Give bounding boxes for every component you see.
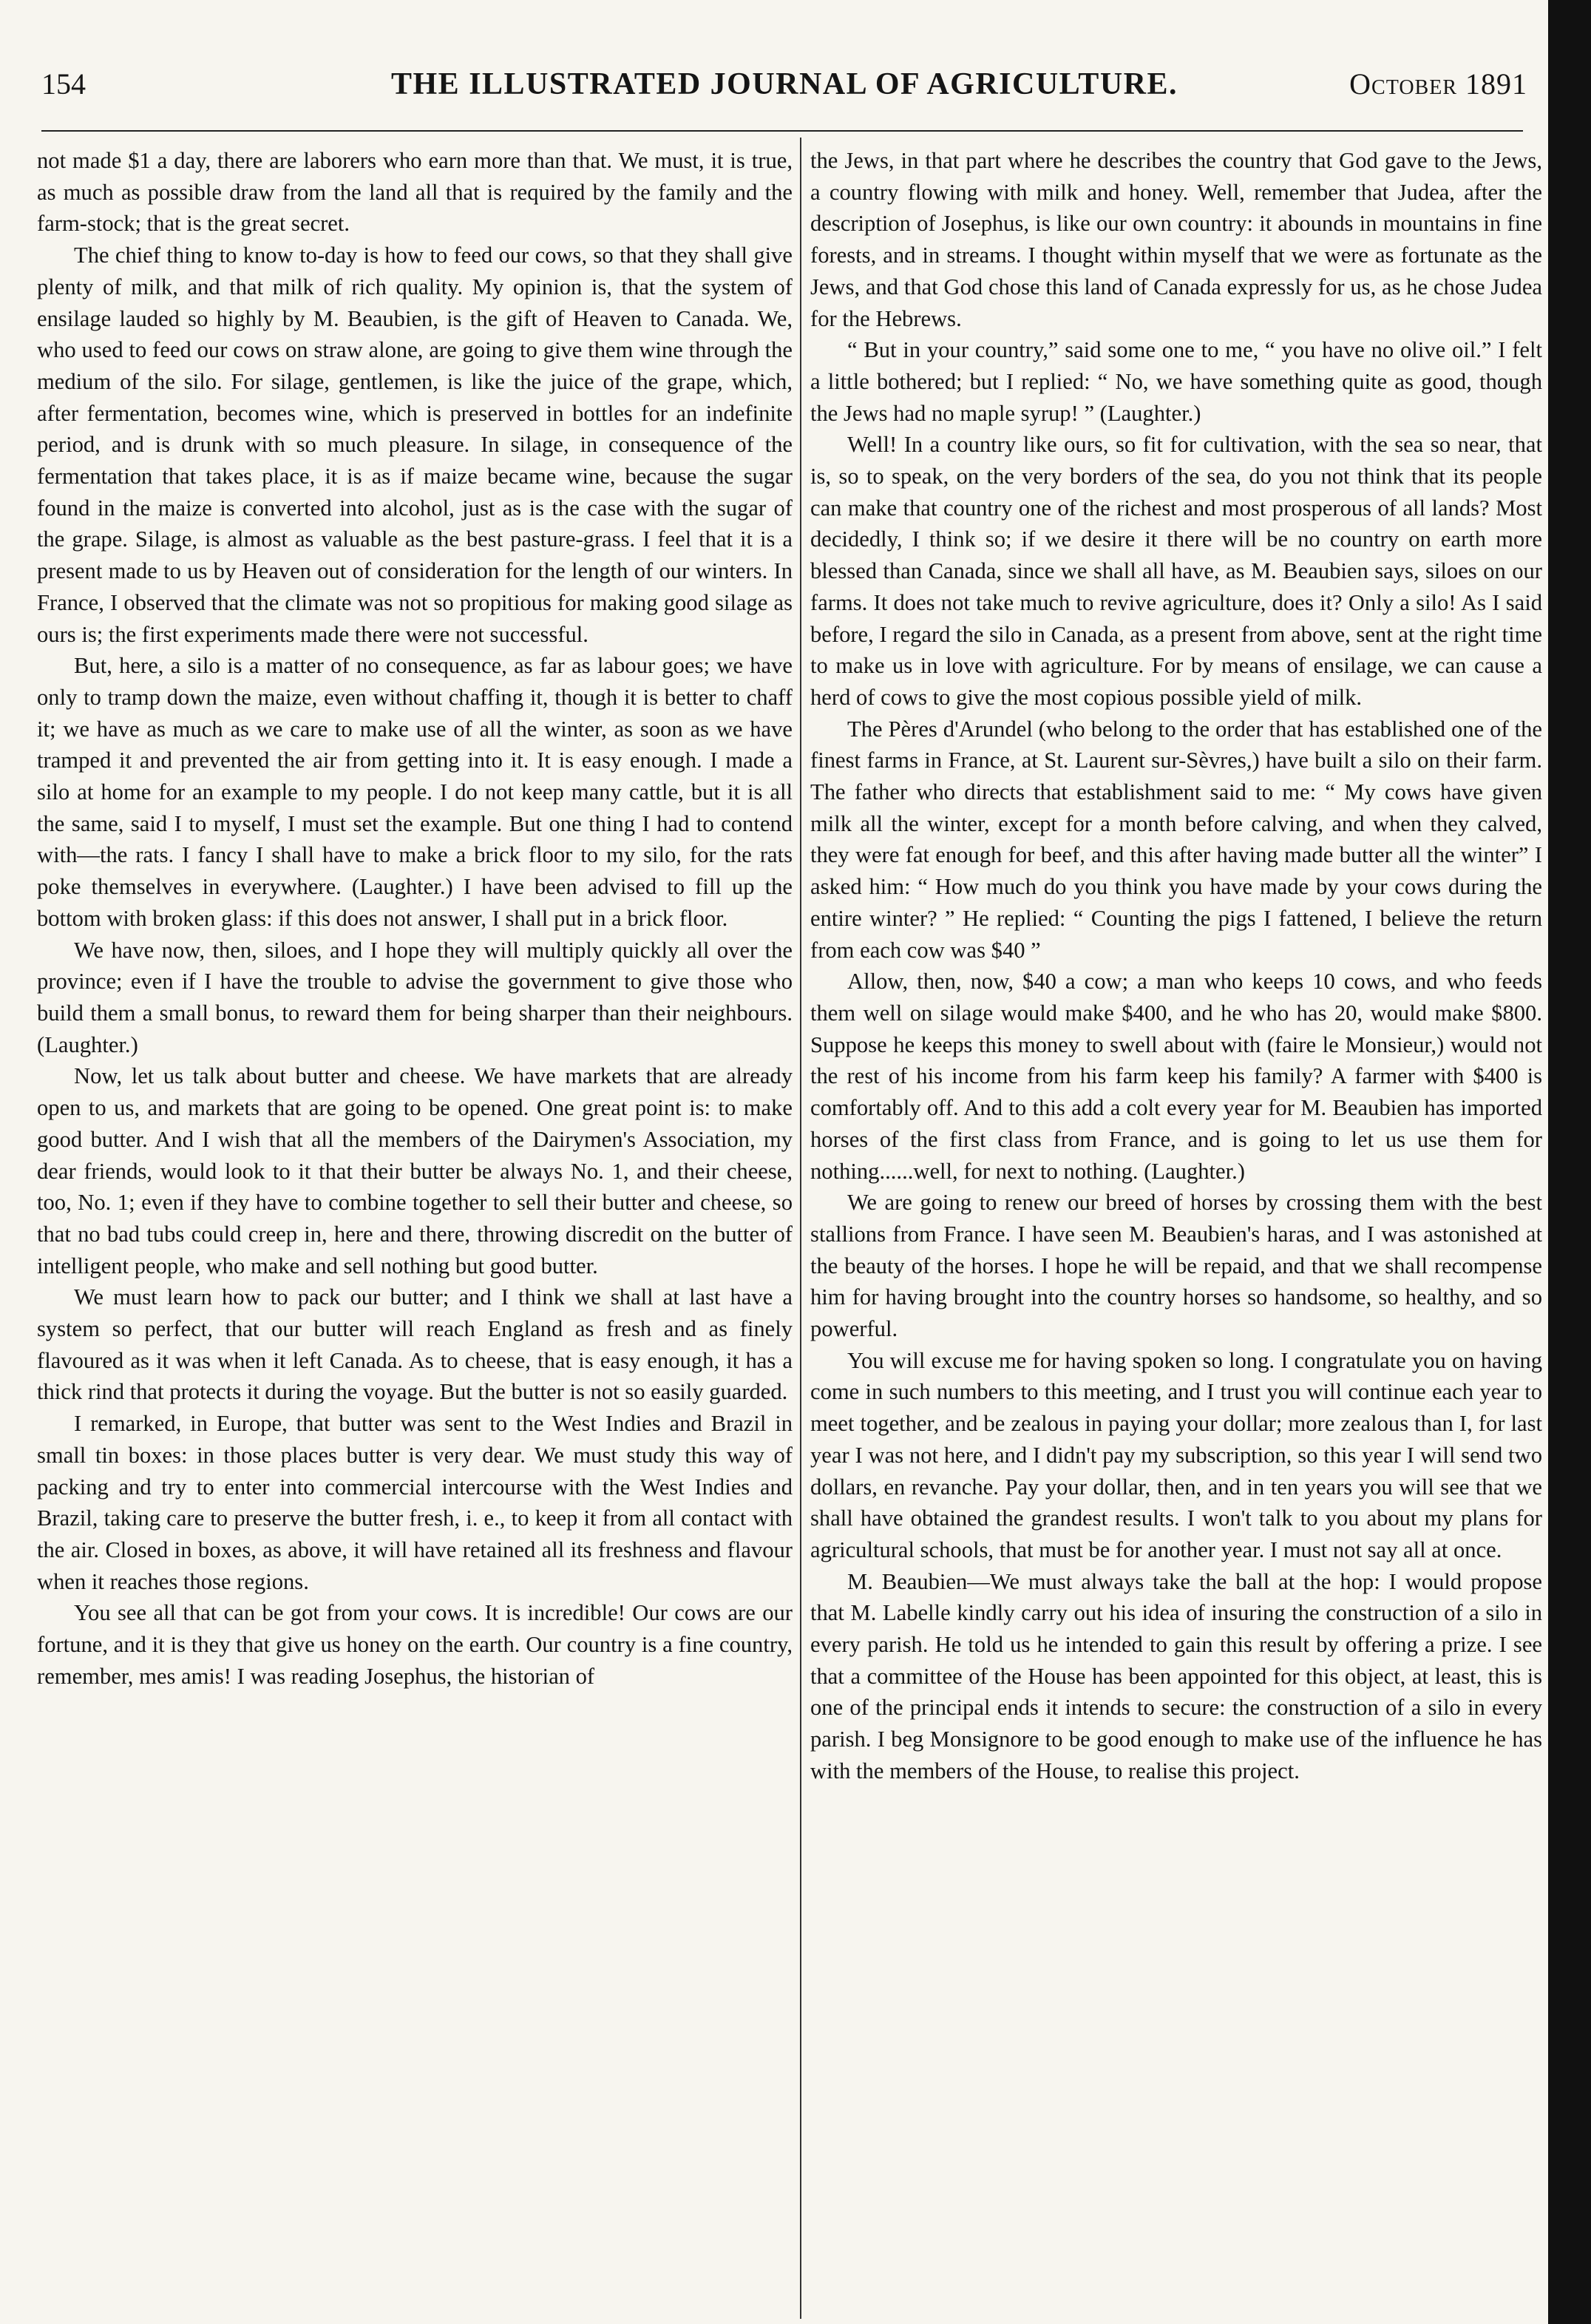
paragraph: Well! In a country like ours, so fit for cultivation, with the sea so near, that is, so to speak, on the very borders of the sea, do you not think that its people can make that country one of the richest and most prosperous of all lands? Most decidedly, I think so; if we desire it there will be no country on earth more blessed than Canada, since we shall all have, as M. Beaubien says, siloes on our farms. It does not take much to revive agriculture, does it? Only a silo! As I said before, I regard the silo in Canada, as a present from above, sent at the right time to make us in love with agriculture. For by means of ensilage, we can cause a herd of cows to give the most copious possible yield of milk. bbox=[810, 432, 1542, 710]
paragraph: The chief thing to know to-day is how to feed our cows, so that they shall give plenty of milk, and that milk of rich quality. My opinion is, that the system of ensilage lauded so highly by M. Beaubien, is the gift of Heaven to Canada. We, who used to feed our cows on straw alone, are going to give them wine through the medium of the silo. For silage, gentlemen, is like the juice of the grape, which, after fermentation, becomes wine, which is preserved in bottles for an indefinite period, and is drunk with so much pleasure. In silage, in consequence of the fermentation that takes place, it is as if maize became wine, because the sugar found in the maize is converted into alcohol, just as is the case with the sugar of the grape. Silage, is almost as valuable as the best pasture-grass. I feel that it is a present made to us by Heaven out of consideration for the length of our winters. In France, I observed that the climate was not so propitious for making good silage as ours is; the first experiments made there were not successful. bbox=[37, 243, 793, 647]
paragraph: not made $1 a day, there are laborers who earn more than that. We must, it is true, as much as possible draw from the land all that is required by the family and the farm-stock; that is the great secret. bbox=[37, 148, 793, 237]
paragraph: You will excuse me for having spoken so long. I congratulate you on having come in such numbers to this meeting, and I trust you will continue each year to meet together, and be zealous in paying your dollar; more zealous than I, for last year I was not here, and I didn't pay my subscription, so this year I will send two dollars, en revanche. Pay your dollar, then, and in ten years you will see that we shall have obtained the grandest results. I won't talk to you about my plans for agricultural schools, that must be for another year. I must not say all at once. bbox=[810, 1347, 1542, 1562]
paragraph: The Pères d'Arundel (who belong to the order that has established one of the finest farms in France, at St. Laurent sur-Sèvres,) have built a silo on their farm. The father who directs that establishment said to me: “ My cows have given milk all the winter, except for a month before calving, and when they calved, they were fat enough for beef, and this after having made butter all the winter” I asked him: “ How much do you think you have made by your cows during the entire winter? ” He replied: “ Counting the pigs I fattened, I believe the return from each cow was $40 ” bbox=[810, 716, 1542, 963]
left-column bbox=[37, 145, 793, 2311]
paragraph: “ But in your country,” said some one to me, “ you have no olive oil.” I felt a little bothered; but I replied: “ No, we have something quite as good, though the Jews had no maple syrup! ” (Laughter.) bbox=[810, 337, 1542, 426]
column-divider bbox=[800, 138, 801, 2319]
page-number: 154 bbox=[41, 67, 86, 101]
header-rule bbox=[41, 130, 1523, 132]
paragraph: M. Beaubien—We must always take the ball at the hop: I would propose that M. Labelle kindly carry out his idea of insuring the construction of a silo in every parish. He told us he intended to gain this result by offering a prize. I see that a committee of the House has been appointed for this object, at least, this is one of the principal ends it intends to secure: the construction of a silo in every parish. I beg Monsignore to be good enough to make use of the influence he has with the members of the House, to realise this project. bbox=[810, 1568, 1542, 1783]
paragraph: But, here, a silo is a matter of no consequence, as far as labour goes; we have only to tramp down the maize, even without chaffing it, though it is better to chaff it; we have as much as we care to make use of all the winter, as soon as we have tramped it and prevented the air from getting into it. It is easy enough. I made a silo at home for an example to my people. I do not keep many cattle, but it is all the same, said I to myself, I must set the example. But one thing I had to contend with—the rats. I fancy I shall have to make a brick floor to my silo, for the rats poke themselves in everywhere. (Laughter.) I have been advised to fill up the bottom with broken glass: if this does not answer, I shall put in a brick floor. bbox=[37, 653, 793, 931]
paragraph: I remarked, in Europe, that butter was sent to the West Indies and Brazil in small tin boxes: in those places butter is very dear. We must study this way of packing and try to enter into commercial intercourse with the West Indies and Brazil, taking care to preserve the butter fresh, i. e., to keep it from all contact with the air. Closed in boxes, as above, it will have retained all its freshness and flavour when it reaches those regions. bbox=[37, 1411, 793, 1594]
right-column bbox=[810, 145, 1542, 2311]
journal-title: THE ILLUSTRATED JOURNAL OF AGRICULTURE. bbox=[391, 67, 1178, 101]
issue-date: October 1891 bbox=[1349, 67, 1527, 101]
paragraph: You see all that can be got from your cows. It is incredible! Our cows are our fortune, and it is they that give us honey on the earth. Our country is a fine country, remember, mes amis! I was reading Josephus, the historian of bbox=[37, 1600, 793, 1689]
paragraph: Allow, then, now, $40 a cow; a man who keeps 10 cows, and who feeds them well on silage would make $400, and he who has 20, would make $800. Suppose he keeps this money to swell about with (faire le Monsieur,) would not the rest of his income from his farm keep his family? A farmer with $400 is comfortably off. And to this add a colt every year for M. Beaubien has imported horses of the first class from France, and is going to let us use them for nothing......well, for next to nothing. (Laughter.) bbox=[810, 969, 1542, 1184]
paragraph: We must learn how to pack our butter; and I think we shall at last have a system so perfect, that our butter will reach England as fresh and as finely flavoured as it was when it left Canada. As to cheese, that is easy enough, it has a thick rind that protects it during the voyage. But the butter is not so easily guarded. bbox=[37, 1284, 793, 1405]
paragraph: We have now, then, siloes, and I hope they will multiply quickly all over the province; even if I have the trouble to advise the government to give those who build them a small bonus, to reward them for being sharper than their neighbours. (Laughter.) bbox=[37, 937, 793, 1057]
paragraph: We are going to renew our breed of horses by crossing them with the best stallions from France. I have seen M. Beaubien's haras, and I was astonished at the beauty of the horses. I hope he will be repaid, and that we shall recompense him for having brought into the country horses so handsome, so healthy, and so powerful. bbox=[810, 1190, 1542, 1342]
scan-edge-shadow bbox=[1548, 0, 1591, 2324]
paragraph: the Jews, in that part where he describes the country that God gave to the Jews, a country flowing with milk and honey. Well, remember that Judea, after the description of Josephus, is like our own country: it abounds in mountains in fine forests, and in streams. I thought within myself that we were as fortunate as the Jews, and that God chose this land of Canada expressly for us, as he chose Judea for the Hebrews. bbox=[810, 148, 1542, 331]
page-header bbox=[41, 64, 1527, 105]
paragraph: Now, let us talk about butter and cheese. We have markets that are already open to us, and markets that are going to be opened. One great point is: to make good butter. And I wish that all the members of the Dairymen's Association, my dear friends, would look to it that their butter be always No. 1, and their cheese, too, No. 1; even if they have to combine together to sell their butter and cheese, so that no bad tubs could creep in, here and there, throwing discredit on the butter of intelligent people, who make and sell nothing but good butter. bbox=[37, 1063, 793, 1278]
